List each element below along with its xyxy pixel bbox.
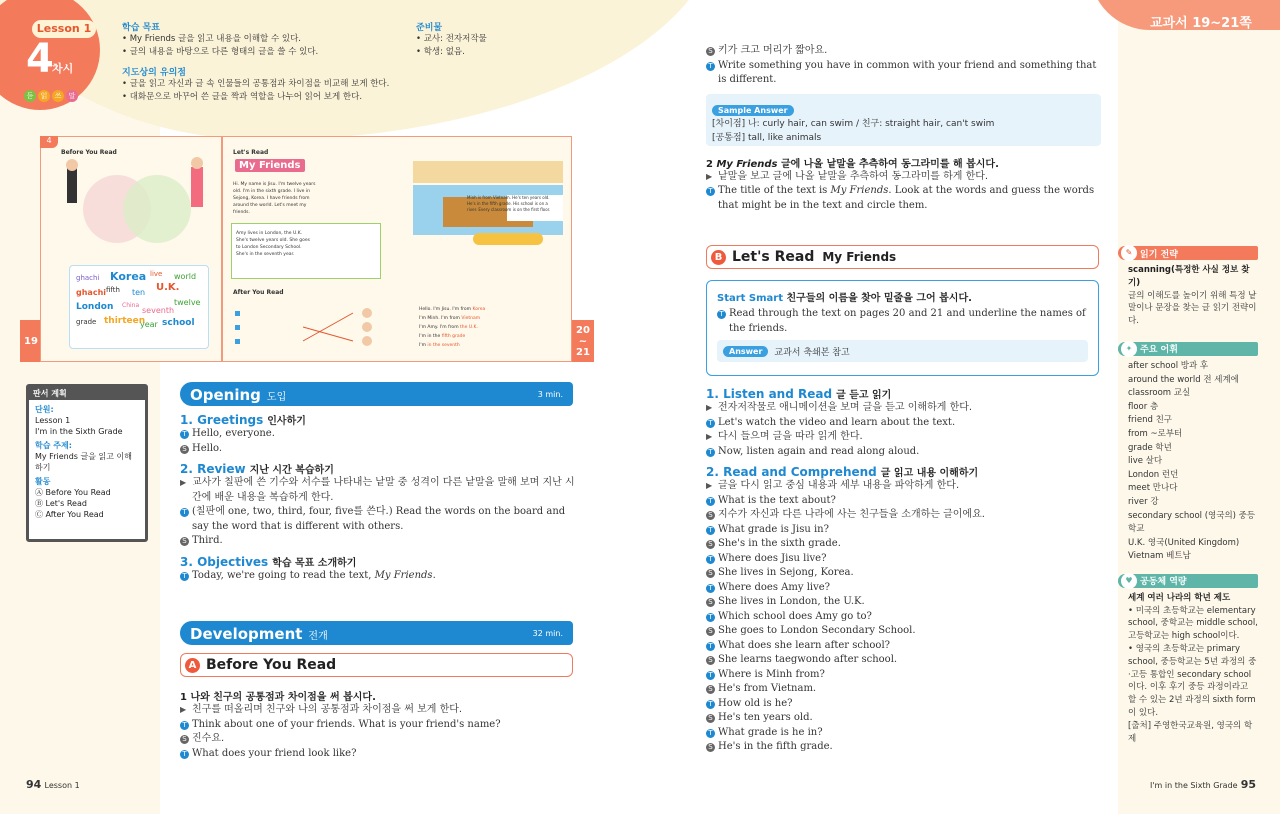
- chasi-label: 차시: [52, 62, 74, 75]
- word: twelve: [174, 298, 201, 307]
- unit-line: Lesson 1: [35, 416, 71, 425]
- rc-title: 2. Read and Comprehend 글 읽고 내용 이해하기: [706, 465, 979, 479]
- guide-item: • 대화문으로 바꾸어 쓴 글을 짝과 역할을 나누어 읽어 보게 한다.: [122, 92, 363, 102]
- board-plan: [26, 384, 148, 542]
- textbook-pages: 교과서 19~21쪽: [1150, 16, 1252, 31]
- skill-dot: 쓰: [52, 90, 64, 102]
- footer-right: [1150, 778, 1256, 791]
- right-column-top: [706, 44, 1101, 213]
- answer-line: Hello. I'm Jisu. I'm from Korea: [419, 307, 486, 312]
- word: ten: [132, 288, 146, 297]
- textbook-after-you-read: After You Read: [233, 289, 284, 296]
- venn-diagram: [41, 157, 221, 257]
- page-number: 95: [1240, 778, 1257, 791]
- lets-read-content: [706, 386, 1101, 755]
- student-line: S He's in the fifth grade.: [706, 740, 1101, 755]
- vocab-item: river 강: [1128, 496, 1159, 507]
- textbook-page-20-21: [222, 136, 572, 362]
- textbook-amy-box: [231, 223, 381, 279]
- lets-read-title: Let's Read: [732, 249, 815, 265]
- teacher-line: T Now, listen again and read along aloud.: [706, 445, 1101, 460]
- textbook-passage-amy: Amy lives in London, the U.K. She's twelve years old. She goes to London Secondary School. She's in the seventh year.: [236, 231, 310, 257]
- prep-item: • 학생: 없음.: [416, 47, 465, 57]
- teacher-line: T Write something you have in common with your friend and something that is different.: [706, 59, 1101, 88]
- student-line: S He's from Vietnam.: [706, 682, 1101, 697]
- vocab-item: meet 만나다: [1128, 483, 1178, 494]
- unit-label: 단원:: [35, 405, 54, 414]
- objectives-intro-title: 3. Objectives 학습 목표 소개하기: [180, 554, 357, 569]
- teacher-line: T Read through the text on pages 20 and 21 and underline the names of the friends.: [717, 307, 1088, 336]
- development-sub: 전개: [308, 630, 328, 642]
- page-tab-left: 19: [20, 320, 42, 362]
- development-title: Development: [190, 624, 303, 643]
- vocab-item: Vietnam 베트남: [1128, 551, 1191, 562]
- vocab-header: ✦ 주요 어휘: [1118, 342, 1258, 356]
- vocab-item: live 살다: [1128, 456, 1163, 467]
- teacher-line: T Today, we're going to read the text, My Friends.: [180, 569, 575, 584]
- vocab-item: secondary school (영국의) 중등학교: [1128, 510, 1256, 535]
- student-line: S Hello.: [180, 442, 575, 457]
- teacher-line: T Hello, everyone.: [180, 427, 575, 442]
- strategy-header: ✎ 읽기 전략: [1118, 246, 1258, 260]
- student-line: S She's in the sixth grade.: [706, 537, 1101, 552]
- sidebar: [1118, 246, 1258, 745]
- teacher-line: T What grade is he in?: [706, 726, 1101, 741]
- topic: My Friends 글을 읽고 이해하기: [35, 452, 132, 472]
- objectives-title: 학습 목표: [122, 23, 160, 33]
- vocab-item: grade 학년: [1128, 442, 1172, 453]
- footer-left: [26, 778, 80, 791]
- student-line: S She learns taegwondo after school.: [706, 653, 1101, 668]
- word: London: [76, 302, 114, 312]
- teacher-line: T How old is he?: [706, 697, 1101, 712]
- footer-title: I'm in the Sixth Grade: [1150, 781, 1238, 790]
- guide-item: • 글을 읽고 자신과 글 속 인물들의 공통점과 차이점을 비교해 보게 한다.: [122, 79, 390, 89]
- community-item: • 미국의 초등학교는 elementary school, 중학교는 middle school, 고등학교는 high school이다.: [1128, 605, 1258, 642]
- qa-list: [706, 494, 1101, 755]
- student-line: S 진수요.: [180, 732, 575, 747]
- answer-text: 교과서 축쇄본 참고: [774, 347, 850, 358]
- sample-answer-line: [차이점] 나: curly hair, can swim / 친구: straight hair, can't swim: [712, 118, 995, 129]
- review-title: 2. Review 지난 시간 복습하기: [180, 462, 334, 476]
- vocab-item: from ~로부터: [1128, 428, 1183, 439]
- word: ghachi: [76, 288, 106, 297]
- listen-title: 1. Listen and Read 글 듣고 읽기: [706, 387, 892, 401]
- skill-dot: 읽: [38, 90, 50, 102]
- topic-label: 학습 주제:: [35, 441, 72, 450]
- answer-box: [717, 340, 1088, 362]
- word: China: [122, 302, 140, 309]
- strategy-text: scanning(특정한 사실 정보 찾기) 글의 이해도를 높이기 위해 특정 낱말이나 문장을 찾는 글 읽기 전략이다.: [1128, 265, 1257, 327]
- procedure-line: ▶ 다시 들으며 글을 따라 읽게 한다.: [706, 431, 863, 442]
- teacher-line: T Where does Amy live?: [706, 581, 1101, 596]
- vocab-item: U.K. 영국(United Kingdom): [1128, 537, 1240, 548]
- unit-line: I'm in the Sixth Grade: [35, 427, 123, 436]
- teacher-line: T What is the text about?: [706, 494, 1101, 509]
- board-plan-body: [29, 400, 145, 524]
- q2-title: 2 My Friends 글에 나올 낱말을 추측하여 동그라미를 해 봅시다.: [706, 158, 999, 170]
- procedure-line: ▶ 교사가 칠판에 쓴 기수와 서수를 나타내는 낱말 중 성격이 다른 낱말을 말해 보며 지난 시간에 배운 내용을 복습하게 한다.: [180, 477, 575, 503]
- teacher-line: T Think about one of your friends. What is your friend's name?: [180, 718, 575, 733]
- word: thirteen: [104, 316, 146, 326]
- word: Korea: [110, 270, 147, 283]
- before-you-read-box: [180, 653, 573, 677]
- community-source: [출처] 주영한국교육원, 영국의 학제: [1128, 720, 1253, 744]
- vocab-item: around the world 전 세계에: [1128, 374, 1239, 385]
- activity: Ⓑ Let's Read: [35, 499, 87, 508]
- skill-dot: 듣: [24, 90, 36, 102]
- vocab-item: after school 방과 후: [1128, 360, 1209, 371]
- guide-title: 지도상의 유의점: [122, 68, 186, 78]
- matching-exercise: [231, 301, 401, 357]
- vocab-item: friend 친구: [1128, 415, 1172, 426]
- textbook-lets-read: Let's Read: [233, 149, 269, 156]
- textbook-title: My Friends: [235, 159, 305, 172]
- sample-answer-label: Sample Answer: [712, 105, 794, 116]
- student-line: S 키가 크고 머리가 짧아요.: [706, 44, 1101, 59]
- word: fifth: [106, 286, 120, 294]
- answer-line: I'm in the fifth grade: [419, 334, 466, 339]
- textbook-before-you-read: Before You Read: [61, 149, 117, 156]
- teacher-line: T Which school does Amy go to?: [706, 610, 1101, 625]
- textbook-page-19: [40, 136, 222, 362]
- word: seventh: [142, 306, 175, 315]
- student-line: S She lives in London, the U.K.: [706, 595, 1101, 610]
- objective-item: • 글의 내용을 바탕으로 다른 형태의 글을 쓸 수 있다.: [122, 47, 319, 57]
- skill-dot: 말: [66, 90, 78, 102]
- teacher-line: T Let's watch the video and learn about the text.: [706, 416, 1101, 431]
- teacher-line: T The title of the text is My Friends. Look at the words and guess the words that might be in the text and circle them.: [706, 184, 1101, 213]
- student-line: S 지수가 자신과 다른 나라에 사는 친구들을 소개하는 글이에요.: [706, 508, 1101, 523]
- lets-read-box: [706, 245, 1099, 269]
- start-smart-box: [706, 280, 1099, 376]
- board-plan-title: 판서 계획: [29, 387, 145, 400]
- word: ghachi: [76, 274, 100, 282]
- answer-line: I'm Minh. I'm from Vietnam: [419, 316, 481, 321]
- answer-label: Answer: [723, 346, 768, 357]
- teacher-line: T Where is Minh from?: [706, 668, 1101, 683]
- page-number: 94: [26, 778, 42, 791]
- activity: Ⓒ After You Read: [35, 510, 104, 519]
- procedure-line: ▶ 낱말을 보고 글에 나올 낱말을 추측하여 동그라미를 하게 한다.: [706, 170, 989, 182]
- answer-line: I'm in the seventh: [419, 343, 460, 348]
- before-you-read-title: Before You Read: [206, 657, 337, 673]
- greetings-title: 1. Greetings 인사하기: [180, 413, 306, 427]
- vocab-item: classroom 교실: [1128, 388, 1191, 399]
- student-line: S He's ten years old.: [706, 711, 1101, 726]
- activity: Ⓐ Before You Read: [35, 488, 111, 497]
- sample-answer: [706, 94, 1101, 146]
- vocab-item: London 런던: [1128, 469, 1179, 480]
- word: grade: [76, 318, 97, 326]
- teacher-line: T What grade is Jisu in?: [706, 523, 1101, 538]
- prep-item: • 교사: 전자저작물: [416, 34, 487, 44]
- section-letter: B: [711, 250, 726, 265]
- word: year: [140, 320, 158, 329]
- preparation: [416, 20, 536, 59]
- section-letter: A: [185, 658, 200, 673]
- textbook-passage-jisu: Hi. My name is Jisu. I'm twelve years old. I'm in the sixth grade. I live in Sejong, Korea. I have friends from around the world. Let's meet my friends.: [233, 182, 316, 215]
- community-text: 세계 여러 나라의 학년 제도 • 미국의 초등학교는 elementary school, 중학교는 middle school, 고등학교는 high school이다. • 영국의 초등학교는 primary school, 중등학교는 5년 과정의 중·고등 통합인 secondary school이다. 이후 후기 중등 과정이라고 할 수 있는 2년 과정의 sixth form이 있다. [출처] 주영한국교육원, 영국의 학제: [1128, 592, 1258, 744]
- vocab-item: floor 층: [1128, 401, 1159, 412]
- lets-read-sub: My Friends: [822, 250, 897, 264]
- student-line: S Third.: [180, 534, 575, 549]
- teacher-line: T What does she learn after school?: [706, 639, 1101, 654]
- community-item: • 영국의 초등학교는 primary school, 중등학교는 5년 과정의 중·고등 통합인 secondary school이다. 이후 후기 중등 과정이라고 할 수 있는 2년 과정의 sixth form이 있다.: [1128, 644, 1257, 719]
- objectives: [122, 20, 402, 104]
- teacher-line: T What does your friend look like?: [180, 747, 575, 762]
- teacher-line: T (칠판에 one, two, third, four, five를 쓴다.) Read the words on the board and say the word that is different with others.: [180, 505, 575, 534]
- word: live: [150, 270, 163, 278]
- q1-title: 1 나와 친구의 공통점과 차이점을 써 봅시다.: [180, 692, 376, 703]
- skill-dots: [24, 90, 78, 102]
- vocab-list: [1118, 360, 1258, 564]
- word-cloud: [69, 265, 209, 349]
- opening-min: 3 min.: [537, 389, 563, 399]
- opening-title: Opening: [190, 385, 261, 404]
- opening-bar: [180, 382, 573, 406]
- lesson-number: 4: [26, 36, 54, 82]
- procedure-line: ▶ 글을 다시 읽고 중심 내용과 세부 내용을 파악하게 한다.: [706, 480, 960, 491]
- page-tab-right: 20 ~ 21: [572, 320, 594, 362]
- procedure-line: ▶ 전자저작물로 애니메이션을 보며 글을 듣고 이해하게 한다.: [706, 402, 973, 413]
- community-header: ♥ 공동체 역량: [1118, 574, 1258, 588]
- textbook-num: 4: [40, 136, 58, 148]
- lesson-label: Lesson 1: [32, 20, 96, 38]
- student-line: S She lives in Sejong, Korea.: [706, 566, 1101, 581]
- word: U.K.: [156, 282, 180, 293]
- activity-label: 활동: [35, 477, 51, 486]
- textbook-passage-minh: Minh is from Vietnam. He's ten years old. He's in the fifth grade. His school is on a river. Every classroom is on the first floor.: [467, 195, 551, 212]
- development-min: 32 min.: [532, 628, 563, 638]
- answer-line: I'm Amy. I'm from the U.K.: [419, 325, 478, 330]
- development-bar: [180, 621, 573, 645]
- start-smart-title: Start Smart 친구들의 이름을 찾아 밑줄을 그어 봅시다.: [717, 293, 972, 304]
- prep-title: 준비물: [416, 23, 443, 33]
- objective-item: • My Friends 글을 읽고 내용을 이해할 수 있다.: [122, 34, 302, 44]
- procedure-line: ▶ 친구를 떠올리며 친구와 나의 공통점과 차이점을 써 보게 한다.: [180, 704, 463, 715]
- opening-content: [180, 412, 575, 583]
- opening-sub: 도입: [266, 391, 287, 403]
- word: school: [162, 318, 195, 328]
- sample-answer-line: [공통점] tall, like animals: [712, 132, 822, 143]
- footer-lesson: Lesson 1: [44, 781, 80, 790]
- student-line: S She goes to London Secondary School.: [706, 624, 1101, 639]
- fill-in-answers: [419, 305, 569, 350]
- word: world: [174, 272, 197, 281]
- before-you-read-content: [180, 688, 575, 761]
- teacher-line: T Where does Jisu live?: [706, 552, 1101, 567]
